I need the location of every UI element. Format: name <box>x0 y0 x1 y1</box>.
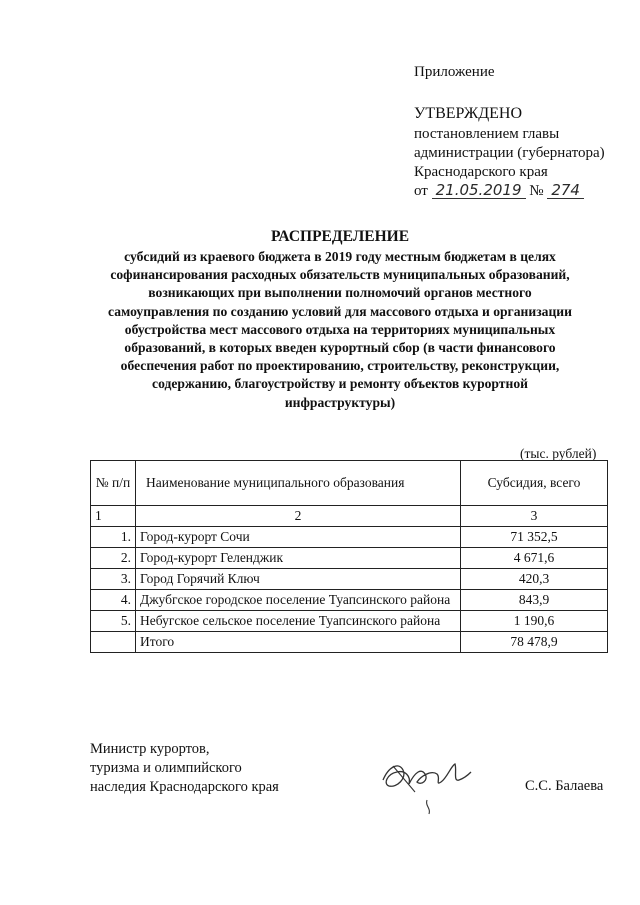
row-num: 4. <box>91 590 136 611</box>
decree-number: 274 <box>547 183 584 199</box>
subtitle-line: обустройства мест массового отдыха на территориях муниципальных <box>124 321 556 337</box>
header-name: Наименование муниципального образования <box>136 461 461 506</box>
row-name: Город Горячий Ключ <box>136 569 461 590</box>
decree-date-line <box>414 182 605 201</box>
signer-position-line: Министр курортов, <box>90 741 210 757</box>
row-name: Город-курорт Сочи <box>136 527 461 548</box>
row-name: Небугское сельское поселение Туапсинского района <box>136 611 461 632</box>
number-prefix: № <box>529 183 544 199</box>
table-row <box>91 548 608 569</box>
subsidy-table <box>90 460 608 653</box>
total-label: Итого <box>136 632 461 653</box>
subtitle-line: образований, в которых введен курортный сбор (в части финансового <box>124 340 556 356</box>
table-row <box>91 590 608 611</box>
date-prefix: от <box>414 183 428 199</box>
signer-name: С.С. Балаева <box>525 778 604 794</box>
document-title: РАСПРЕДЕЛЕНИЕ <box>270 228 410 245</box>
approval-block <box>414 104 605 201</box>
row-num: 2. <box>91 548 136 569</box>
subtitle-line: инфраструктуры) <box>284 394 396 410</box>
document-subtitle <box>80 248 600 412</box>
header-value: Субсидия, всего <box>461 461 608 506</box>
column-index-row <box>91 506 608 527</box>
total-num <box>91 632 136 653</box>
row-value: 71 352,5 <box>461 527 608 548</box>
subtitle-line: содержанию, благоустройству и ремонту объектов курортной <box>152 376 528 392</box>
approved-label: УТВЕРЖДЕНО <box>414 105 523 122</box>
row-value: 1 190,6 <box>461 611 608 632</box>
column-index: 2 <box>136 506 461 527</box>
header-num: № п/п <box>91 461 136 506</box>
handwritten-signature <box>375 752 475 822</box>
approval-line: Краснодарского края <box>414 164 548 180</box>
table-header-row <box>91 461 608 506</box>
signer-position <box>90 740 279 797</box>
subtitle-line: самоуправления по созданию условий для массового отдыха и организации <box>108 303 572 319</box>
row-num: 1. <box>91 527 136 548</box>
table-row <box>91 611 608 632</box>
row-value: 843,9 <box>461 590 608 611</box>
subtitle-line: возникающих при выполнении полномочий органов местного <box>148 285 532 301</box>
table-row <box>91 527 608 548</box>
subtitle-line: субсидий из краевого бюджета в 2019 году местным бюджетам в целях <box>124 249 556 264</box>
column-index: 1 <box>91 506 136 527</box>
approval-line: администрации (губернатора) <box>414 145 605 161</box>
row-value: 420,3 <box>461 569 608 590</box>
units-label: (тыс. рублей) <box>520 446 597 461</box>
signer-position-line: туризма и олимпийского <box>90 760 242 776</box>
row-name: Джубгское городское поселение Туапсинского района <box>136 590 461 611</box>
total-value: 78 478,9 <box>461 632 608 653</box>
row-value: 4 671,6 <box>461 548 608 569</box>
subtitle-line: софинансирования расходных обязательств муниципальных образований, <box>110 267 570 283</box>
signer-position-line: наследия Краснодарского края <box>90 779 279 795</box>
decree-date: 21.05.2019 <box>432 183 526 199</box>
column-index: 3 <box>461 506 608 527</box>
approval-line: постановлением главы <box>414 126 560 142</box>
row-name: Город-курорт Геленджик <box>136 548 461 569</box>
row-num: 3. <box>91 569 136 590</box>
total-row <box>91 632 608 653</box>
table-row <box>91 569 608 590</box>
appendix-label: Приложение <box>414 64 495 80</box>
subtitle-line: обеспечения работ по проектированию, строительству, реконструкции, <box>120 358 560 374</box>
row-num: 5. <box>91 611 136 632</box>
